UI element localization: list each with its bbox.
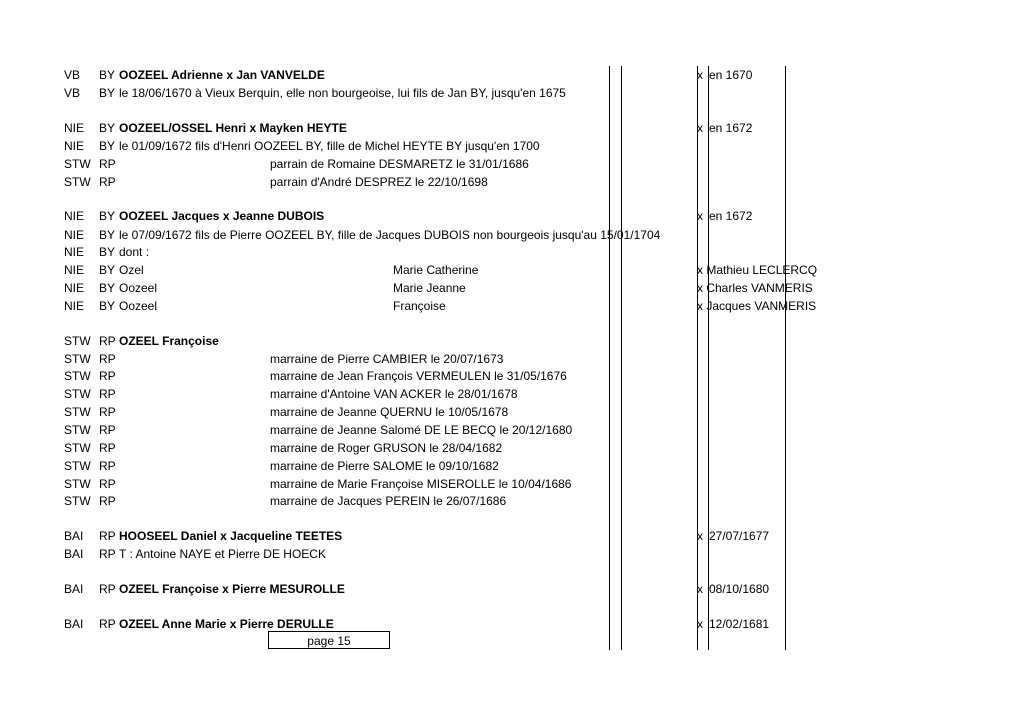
cell-d: Oozeel <box>119 299 158 313</box>
cell-d: OOZEEL Jacques x Jeanne DUBOIS <box>119 209 325 223</box>
cell-a: STW <box>64 387 91 401</box>
cell-b: RP <box>99 352 116 366</box>
cell-a: STW <box>64 423 91 437</box>
cell-a: BAI <box>64 582 84 596</box>
column-rule <box>697 66 698 650</box>
cell-g: en 1672 <box>709 209 753 223</box>
cell-x: x <box>697 617 703 631</box>
cell-g: 08/10/1680 <box>709 582 770 596</box>
cell-b: RP <box>99 157 116 171</box>
cell-a: NIE <box>64 228 85 242</box>
cell-e: marraine de Pierre CAMBIER le 20/07/1673 <box>270 352 504 366</box>
cell-b: BY <box>99 209 116 223</box>
cell-d: OZEEL Françoise <box>119 334 219 348</box>
cell-f: Marie Jeanne <box>393 281 466 295</box>
cell-d: le 18/06/1670 à Vieux Berquin, elle non bourgeoise, lui fils de Jan BY, jusqu'en 1675 <box>119 86 566 100</box>
cell-b: BY <box>99 263 116 277</box>
cell-f: Marie Catherine <box>393 263 479 277</box>
cell-a: VB <box>64 86 81 100</box>
cell-b: RP <box>99 423 116 437</box>
cell-d: OZEEL Françoise x Pierre MESUROLLE <box>119 582 345 596</box>
cell-b: RP <box>99 477 116 491</box>
cell-b: RP <box>99 529 116 543</box>
cell-b: RP <box>99 582 116 596</box>
cell-a: NIE <box>64 245 85 259</box>
cell-b: BY <box>99 281 116 295</box>
cell-e: marraine de Jacques PEREIN le 26/07/1686 <box>270 494 507 508</box>
page-number: page 15 <box>307 634 351 648</box>
cell-a: NIE <box>64 263 85 277</box>
cell-a: BAI <box>64 529 84 543</box>
cell-gx: x Charles VANMERIS <box>697 281 813 295</box>
cell-x: x <box>697 68 703 82</box>
cell-b: BY <box>99 68 116 82</box>
cell-a: STW <box>64 352 91 366</box>
cell-e: marraine de Marie Françoise MISEROLLE le 10/04/1686 <box>270 477 572 491</box>
cell-a: NIE <box>64 299 85 313</box>
column-rule <box>785 66 786 650</box>
cell-b: BY <box>99 121 116 135</box>
cell-a: NIE <box>64 281 85 295</box>
cell-a: BAI <box>64 617 84 631</box>
cell-e: marraine de Jeanne Salomé DE LE BECQ le 20/12/1680 <box>270 423 573 437</box>
column-rule <box>609 66 610 650</box>
cell-a: STW <box>64 175 91 189</box>
cell-a: VB <box>64 68 81 82</box>
cell-d: OOZEEL/OSSEL Henri x Mayken HEYTE <box>119 121 347 135</box>
cell-a: NIE <box>64 139 85 153</box>
cell-b: RP <box>99 547 116 561</box>
cell-b: RP <box>99 441 116 455</box>
cell-x: x <box>697 209 703 223</box>
cell-a: NIE <box>64 209 85 223</box>
cell-e: marraine de Jeanne QUERNU le 10/05/1678 <box>270 405 509 419</box>
cell-g: en 1672 <box>709 121 753 135</box>
cell-b: BY <box>99 139 116 153</box>
page-number-box <box>268 631 390 649</box>
cell-b: RP <box>99 387 116 401</box>
cell-b: RP <box>99 175 116 189</box>
cell-d: Oozeel <box>119 281 158 295</box>
cell-gx: x Jacques VANMERIS <box>697 299 817 313</box>
cell-a: BAI <box>64 547 84 561</box>
cell-d: OOZEEL Adrienne x Jan VANVELDE <box>119 68 325 82</box>
cell-a: STW <box>64 459 91 473</box>
cell-g: 12/02/1681 <box>709 617 770 631</box>
cell-a: STW <box>64 405 91 419</box>
cell-x: x <box>697 529 703 543</box>
cell-a: STW <box>64 477 91 491</box>
cell-e: parrain de Romaine DESMARETZ le 31/01/1686 <box>270 157 529 171</box>
cell-d: HOOSEEL Daniel x Jacqueline TEETES <box>119 529 343 543</box>
cell-d: OZEEL Anne Marie x Pierre DERULLE <box>119 617 334 631</box>
cell-b: RP <box>99 459 116 473</box>
cell-b: BY <box>99 228 116 242</box>
cell-e: marraine de Pierre SALOME le 09/10/1682 <box>270 459 499 473</box>
cell-g: en 1670 <box>709 68 753 82</box>
cell-a: STW <box>64 441 91 455</box>
cell-b: BY <box>99 86 116 100</box>
cell-e: marraine d'Antoine VAN ACKER le 28/01/1678 <box>270 387 518 401</box>
cell-x: x <box>697 121 703 135</box>
cell-d: Ozel <box>119 263 144 277</box>
cell-b: RP <box>99 369 116 383</box>
cell-e: marraine de Jean François VERMEULEN le 31/05/1676 <box>270 369 567 383</box>
cell-gx: x Mathieu LECLERCQ <box>697 263 818 277</box>
cell-d: le 01/09/1672 fils d'Henri OOZEEL BY, fille de Michel HEYTE BY jusqu'en 1700 <box>119 139 540 153</box>
cell-a: STW <box>64 494 91 508</box>
cell-b: BY <box>99 299 116 313</box>
cell-g: 27/07/1677 <box>709 529 770 543</box>
cell-f: Françoise <box>393 299 446 313</box>
cell-a: NIE <box>64 121 85 135</box>
cell-d: le 07/09/1672 fils de Pierre OOZEEL BY, fille de Jacques DUBOIS non bourgeois jusqu'au 15/01/1704 <box>119 228 661 242</box>
cell-b: BY <box>99 245 116 259</box>
column-rule <box>621 66 622 650</box>
cell-b: RP <box>99 617 116 631</box>
cell-a: STW <box>64 157 91 171</box>
cell-b: RP <box>99 405 116 419</box>
cell-b: RP <box>99 334 116 348</box>
cell-e: marraine de Roger GRUSON le 28/04/1682 <box>270 441 503 455</box>
column-rule <box>708 66 709 650</box>
cell-a: STW <box>64 369 91 383</box>
cell-a: STW <box>64 334 91 348</box>
cell-b: RP <box>99 494 116 508</box>
cell-d: T : Antoine NAYE et Pierre DE HOECK <box>119 547 326 561</box>
cell-d: dont : <box>119 245 150 259</box>
cell-x: x <box>697 582 703 596</box>
cell-e: parrain d'André DESPREZ le 22/10/1698 <box>270 175 488 189</box>
